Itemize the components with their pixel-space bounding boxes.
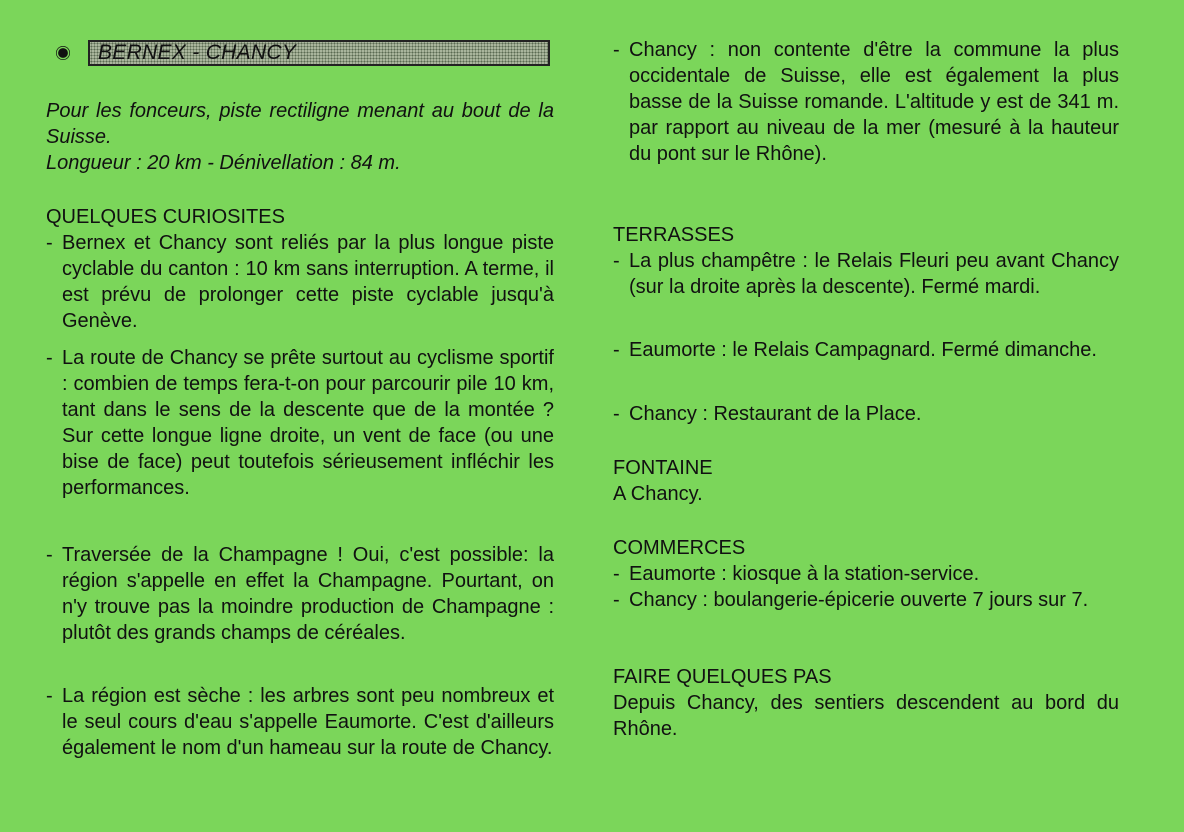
list-item: - Chancy : Restaurant de la Place. — [613, 403, 922, 425]
list-item: - Traversée de la Champagne ! Oui, c'est possible: la région s'appelle en effet la Champagne. Pourtant, on n'y trouve pas la moindre production de Champagne : plutôt des grands champs de céréales. — [46, 544, 554, 644]
section-heading: QUELQUES CURIOSITES — [46, 206, 285, 228]
title-row — [56, 40, 550, 66]
chancy-block — [613, 37, 1119, 167]
list-item: - La plus champêtre : le Relais Fleuri peu avant Chancy (sur la droite après la descente). Fermé mardi. — [613, 250, 1119, 298]
list-item: - Chancy : boulangerie-épicerie ouverte 7 jours sur 7. — [613, 589, 1089, 611]
page-title: BERNEX - CHANCY — [88, 40, 550, 66]
curiosites-section — [46, 204, 554, 334]
terrasses-section — [613, 222, 1119, 300]
section-heading: FONTAINE — [613, 457, 713, 479]
terrasses-item-3 — [613, 401, 1119, 427]
curiosites-item-2 — [46, 345, 554, 501]
section-heading: COMMERCES — [613, 537, 746, 559]
intro — [46, 98, 554, 176]
fontaine-text: A Chancy. — [613, 483, 703, 505]
faire-pas-section — [613, 664, 1119, 742]
fontaine-section — [613, 455, 1119, 507]
section-heading: TERRASSES — [613, 224, 735, 246]
commerces-section — [613, 535, 1119, 613]
faire-pas-text: Depuis Chancy, des sentiers descendent au bord du Rhône. — [613, 692, 1119, 740]
list-item: - La route de Chancy se prête surtout au cyclisme sportif : combien de temps fera-t-on pour parcourir pile 10 km, tant dans le sens de la descente que de la montée ? Sur cette longue ligne droite, un vent de face (ou une bise de face) peut toutefois sérieusement infléchir les performances. — [46, 347, 554, 499]
curiosites-item-4 — [46, 683, 554, 761]
list-item: - Chancy : non contente d'être la commune la plus occidentale de Suisse, elle est également la plus basse de la Suisse romande. L'altitude y est de 341 m. par rapport au niveau de la mer (mesuré à la hauteur du pont sur le Rhône). — [613, 39, 1119, 165]
section-heading: FAIRE QUELQUES PAS — [613, 666, 832, 688]
terrasses-item-2 — [613, 337, 1119, 363]
curiosites-item-3 — [46, 542, 554, 646]
list-item: - Eaumorte : kiosque à la station-service. — [613, 563, 980, 585]
intro-line: Pour les fonceurs, piste rectiligne menant au bout de la Suisse. — [46, 100, 554, 148]
intro-line: Longueur : 20 km - Dénivellation : 84 m. — [46, 152, 401, 174]
list-item: - La région est sèche : les arbres sont peu nombreux et le seul cours d'eau s'appelle Eaumorte. C'est d'ailleurs également le nom d'un hameau sur la route de Chancy. — [46, 685, 554, 759]
list-item: - Bernex et Chancy sont reliés par la plus longue piste cyclable du canton : 10 km sans interruption. A terme, il est prévu de prolonger cette piste cyclable jusqu'à Genève. — [46, 232, 554, 332]
gear-bullet-icon — [58, 48, 68, 58]
list-item: - Eaumorte : le Relais Campagnard. Fermé dimanche. — [613, 339, 1097, 361]
